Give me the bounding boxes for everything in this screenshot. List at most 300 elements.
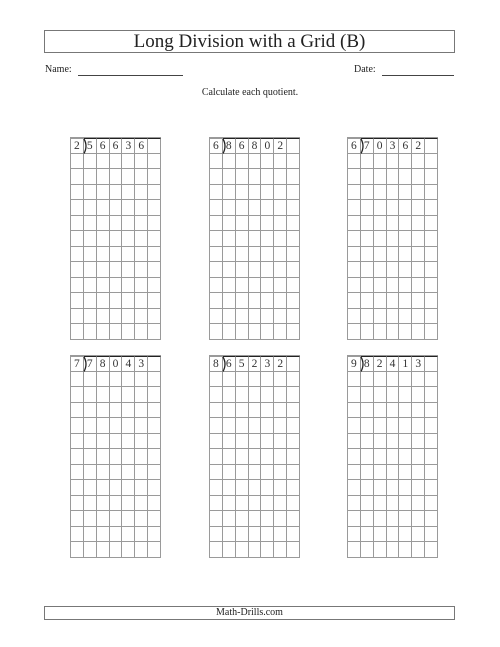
answer-cell[interactable] [236,527,249,543]
answer-cell[interactable] [399,169,412,185]
answer-cell[interactable] [110,216,123,232]
answer-cell[interactable] [236,449,249,465]
answer-cell[interactable] [287,542,300,558]
answer-cell[interactable] [122,542,135,558]
answer-cell[interactable] [97,185,110,201]
answer-cell[interactable] [122,387,135,403]
answer-cell[interactable] [361,262,374,278]
answer-cell[interactable] [71,200,84,216]
answer-cell[interactable] [387,231,400,247]
answer-cell[interactable] [374,169,387,185]
answer-cell[interactable] [361,200,374,216]
answer-cell[interactable] [236,387,249,403]
answer-cell[interactable] [425,247,438,263]
answer-cell[interactable] [287,309,300,325]
answer-cell[interactable] [287,496,300,512]
answer-cell[interactable] [374,324,387,340]
answer-cell[interactable] [387,496,400,512]
answer-cell[interactable] [274,262,287,278]
answer-cell[interactable] [223,542,236,558]
date-blank-line[interactable] [382,64,454,76]
answer-cell[interactable] [223,200,236,216]
answer-cell[interactable] [223,324,236,340]
answer-cell[interactable] [110,387,123,403]
answer-cell[interactable] [274,278,287,294]
answer-cell[interactable] [399,185,412,201]
answer-cell[interactable] [274,169,287,185]
answer-cell[interactable] [110,324,123,340]
answer-cell[interactable] [387,154,400,170]
answer-cell[interactable] [374,434,387,450]
answer-cell[interactable] [412,231,425,247]
answer-cell[interactable] [148,185,161,201]
answer-cell[interactable] [210,449,223,465]
answer-cell[interactable] [110,278,123,294]
answer-cell[interactable] [97,449,110,465]
answer-cell[interactable] [374,418,387,434]
answer-cell[interactable] [223,418,236,434]
answer-cell[interactable] [148,216,161,232]
answer-cell[interactable] [287,185,300,201]
answer-cell[interactable] [84,403,97,419]
answer-cell[interactable] [425,324,438,340]
answer-cell[interactable] [287,372,300,388]
answer-cell[interactable] [348,434,361,450]
answer-cell[interactable] [374,542,387,558]
answer-cell[interactable] [148,465,161,481]
answer-cell[interactable] [110,247,123,263]
answer-cell[interactable] [412,511,425,527]
answer-cell[interactable] [84,542,97,558]
answer-cell[interactable] [135,403,148,419]
answer-cell[interactable] [122,293,135,309]
answer-cell[interactable] [84,434,97,450]
answer-cell[interactable] [348,403,361,419]
answer-cell[interactable] [412,169,425,185]
answer-cell[interactable] [223,372,236,388]
answer-cell[interactable] [122,262,135,278]
answer-cell[interactable] [84,387,97,403]
answer-cell[interactable] [249,324,262,340]
answer-cell[interactable] [374,403,387,419]
answer-cell[interactable] [135,185,148,201]
answer-cell[interactable] [71,154,84,170]
answer-cell[interactable] [249,309,262,325]
answer-cell[interactable] [348,262,361,278]
answer-cell[interactable] [71,293,84,309]
answer-cell[interactable] [361,293,374,309]
answer-cell[interactable] [412,403,425,419]
answer-cell[interactable] [210,403,223,419]
answer-cell[interactable] [71,309,84,325]
answer-cell[interactable] [287,434,300,450]
answer-cell[interactable] [249,480,262,496]
answer-cell[interactable] [223,465,236,481]
answer-cell[interactable] [71,403,84,419]
answer-cell[interactable] [148,403,161,419]
answer-cell[interactable] [361,278,374,294]
answer-cell[interactable] [348,480,361,496]
answer-cell[interactable] [374,527,387,543]
answer-cell[interactable] [71,480,84,496]
answer-cell[interactable] [135,465,148,481]
answer-cell[interactable] [287,465,300,481]
answer-cell[interactable] [374,387,387,403]
answer-cell[interactable] [110,231,123,247]
answer-cell[interactable] [425,309,438,325]
answer-cell[interactable] [287,247,300,263]
answer-cell[interactable] [97,324,110,340]
answer-cell[interactable] [236,542,249,558]
answer-cell[interactable] [97,434,110,450]
answer-cell[interactable] [425,293,438,309]
answer-cell[interactable] [97,372,110,388]
answer-cell[interactable] [348,496,361,512]
answer-cell[interactable] [249,231,262,247]
answer-cell[interactable] [387,465,400,481]
answer-cell[interactable] [210,324,223,340]
answer-cell[interactable] [287,418,300,434]
answer-cell[interactable] [412,496,425,512]
answer-cell[interactable] [210,247,223,263]
answer-cell[interactable] [387,293,400,309]
answer-cell[interactable] [97,465,110,481]
answer-cell[interactable] [274,216,287,232]
answer-cell[interactable] [122,418,135,434]
answer-cell[interactable] [210,511,223,527]
answer-cell[interactable] [261,465,274,481]
answer-cell[interactable] [122,324,135,340]
answer-cell[interactable] [84,247,97,263]
answer-cell[interactable] [261,169,274,185]
answer-cell[interactable] [387,403,400,419]
answer-cell[interactable] [387,216,400,232]
answer-cell[interactable] [223,309,236,325]
answer-cell[interactable] [412,418,425,434]
answer-cell[interactable] [425,154,438,170]
answer-cell[interactable] [71,185,84,201]
answer-cell[interactable] [361,403,374,419]
answer-cell[interactable] [110,527,123,543]
answer-cell[interactable] [261,324,274,340]
answer-cell[interactable] [110,434,123,450]
answer-cell[interactable] [361,324,374,340]
answer-cell[interactable] [412,465,425,481]
answer-cell[interactable] [261,511,274,527]
answer-cell[interactable] [249,418,262,434]
answer-cell[interactable] [236,496,249,512]
answer-cell[interactable] [274,154,287,170]
answer-cell[interactable] [387,387,400,403]
answer-cell[interactable] [249,247,262,263]
answer-cell[interactable] [110,262,123,278]
answer-cell[interactable] [97,480,110,496]
answer-cell[interactable] [387,418,400,434]
answer-cell[interactable] [249,216,262,232]
answer-cell[interactable] [135,418,148,434]
answer-cell[interactable] [412,216,425,232]
answer-cell[interactable] [412,387,425,403]
answer-cell[interactable] [71,278,84,294]
answer-cell[interactable] [374,185,387,201]
answer-cell[interactable] [412,247,425,263]
answer-cell[interactable] [84,216,97,232]
answer-cell[interactable] [223,496,236,512]
answer-cell[interactable] [274,449,287,465]
answer-cell[interactable] [210,418,223,434]
answer-cell[interactable] [274,465,287,481]
answer-cell[interactable] [361,185,374,201]
answer-cell[interactable] [236,434,249,450]
answer-cell[interactable] [287,293,300,309]
answer-cell[interactable] [223,185,236,201]
answer-cell[interactable] [361,480,374,496]
answer-cell[interactable] [249,434,262,450]
answer-cell[interactable] [399,387,412,403]
answer-cell[interactable] [287,216,300,232]
answer-cell[interactable] [412,309,425,325]
answer-cell[interactable] [84,262,97,278]
answer-cell[interactable] [210,216,223,232]
answer-cell[interactable] [135,200,148,216]
answer-cell[interactable] [387,185,400,201]
answer-cell[interactable] [223,169,236,185]
answer-cell[interactable] [387,247,400,263]
answer-cell[interactable] [210,309,223,325]
answer-cell[interactable] [348,247,361,263]
answer-cell[interactable] [84,293,97,309]
answer-cell[interactable] [361,169,374,185]
answer-cell[interactable] [210,185,223,201]
answer-cell[interactable] [97,309,110,325]
answer-cell[interactable] [399,449,412,465]
answer-cell[interactable] [374,200,387,216]
answer-cell[interactable] [249,278,262,294]
answer-cell[interactable] [122,216,135,232]
answer-cell[interactable] [135,449,148,465]
answer-cell[interactable] [236,247,249,263]
answer-cell[interactable] [399,480,412,496]
answer-cell[interactable] [348,154,361,170]
answer-cell[interactable] [97,200,110,216]
answer-cell[interactable] [84,200,97,216]
answer-cell[interactable] [249,262,262,278]
answer-cell[interactable] [210,387,223,403]
answer-cell[interactable] [148,511,161,527]
answer-cell[interactable] [387,200,400,216]
answer-cell[interactable] [148,496,161,512]
answer-cell[interactable] [425,527,438,543]
answer-cell[interactable] [361,434,374,450]
answer-cell[interactable] [287,403,300,419]
answer-cell[interactable] [399,216,412,232]
answer-cell[interactable] [361,511,374,527]
answer-cell[interactable] [236,185,249,201]
answer-cell[interactable] [399,231,412,247]
answer-cell[interactable] [97,527,110,543]
answer-cell[interactable] [261,434,274,450]
answer-cell[interactable] [287,278,300,294]
answer-cell[interactable] [148,480,161,496]
answer-cell[interactable] [148,418,161,434]
answer-cell[interactable] [236,309,249,325]
answer-cell[interactable] [399,542,412,558]
answer-cell[interactable] [223,527,236,543]
answer-cell[interactable] [274,418,287,434]
answer-cell[interactable] [374,465,387,481]
answer-cell[interactable] [236,324,249,340]
answer-cell[interactable] [236,293,249,309]
answer-cell[interactable] [84,231,97,247]
answer-cell[interactable] [210,465,223,481]
answer-cell[interactable] [148,372,161,388]
answer-cell[interactable] [122,496,135,512]
answer-cell[interactable] [261,542,274,558]
answer-cell[interactable] [110,169,123,185]
answer-cell[interactable] [122,527,135,543]
answer-cell[interactable] [261,200,274,216]
answer-cell[interactable] [249,169,262,185]
answer-cell[interactable] [374,154,387,170]
answer-cell[interactable] [71,216,84,232]
answer-cell[interactable] [425,216,438,232]
answer-cell[interactable] [148,542,161,558]
answer-cell[interactable] [122,372,135,388]
answer-cell[interactable] [97,154,110,170]
answer-cell[interactable] [425,403,438,419]
answer-cell[interactable] [387,511,400,527]
answer-cell[interactable] [210,372,223,388]
answer-cell[interactable] [287,231,300,247]
answer-cell[interactable] [348,324,361,340]
answer-cell[interactable] [348,372,361,388]
answer-cell[interactable] [84,418,97,434]
answer-cell[interactable] [210,231,223,247]
answer-cell[interactable] [287,169,300,185]
answer-cell[interactable] [425,511,438,527]
answer-cell[interactable] [361,542,374,558]
answer-cell[interactable] [274,387,287,403]
answer-cell[interactable] [122,480,135,496]
answer-cell[interactable] [135,154,148,170]
answer-cell[interactable] [374,480,387,496]
answer-cell[interactable] [71,372,84,388]
answer-cell[interactable] [425,262,438,278]
answer-cell[interactable] [135,262,148,278]
answer-cell[interactable] [361,465,374,481]
answer-cell[interactable] [223,403,236,419]
answer-cell[interactable] [425,387,438,403]
answer-cell[interactable] [361,247,374,263]
answer-cell[interactable] [425,231,438,247]
answer-cell[interactable] [412,200,425,216]
answer-cell[interactable] [348,200,361,216]
answer-cell[interactable] [210,542,223,558]
answer-cell[interactable] [223,293,236,309]
answer-cell[interactable] [261,247,274,263]
answer-cell[interactable] [261,418,274,434]
answer-cell[interactable] [387,527,400,543]
answer-cell[interactable] [348,511,361,527]
answer-cell[interactable] [71,169,84,185]
answer-cell[interactable] [210,262,223,278]
answer-cell[interactable] [274,185,287,201]
answer-cell[interactable] [287,262,300,278]
answer-cell[interactable] [261,403,274,419]
answer-cell[interactable] [425,185,438,201]
answer-cell[interactable] [71,527,84,543]
answer-cell[interactable] [122,231,135,247]
answer-cell[interactable] [110,511,123,527]
answer-cell[interactable] [361,154,374,170]
answer-cell[interactable] [399,511,412,527]
answer-cell[interactable] [135,293,148,309]
answer-cell[interactable] [348,185,361,201]
answer-cell[interactable] [287,324,300,340]
answer-cell[interactable] [412,154,425,170]
answer-cell[interactable] [348,216,361,232]
answer-cell[interactable] [210,496,223,512]
answer-cell[interactable] [135,387,148,403]
answer-cell[interactable] [261,216,274,232]
answer-cell[interactable] [412,278,425,294]
answer-cell[interactable] [425,200,438,216]
answer-cell[interactable] [387,372,400,388]
answer-cell[interactable] [210,527,223,543]
answer-cell[interactable] [71,247,84,263]
answer-cell[interactable] [223,231,236,247]
answer-cell[interactable] [374,496,387,512]
answer-cell[interactable] [210,169,223,185]
answer-cell[interactable] [387,309,400,325]
answer-cell[interactable] [97,231,110,247]
answer-cell[interactable] [274,309,287,325]
answer-cell[interactable] [110,185,123,201]
answer-cell[interactable] [361,527,374,543]
answer-cell[interactable] [261,278,274,294]
answer-cell[interactable] [71,465,84,481]
answer-cell[interactable] [374,216,387,232]
answer-cell[interactable] [236,200,249,216]
answer-cell[interactable] [71,542,84,558]
answer-cell[interactable] [425,434,438,450]
answer-cell[interactable] [361,216,374,232]
answer-cell[interactable] [425,542,438,558]
answer-cell[interactable] [71,262,84,278]
answer-cell[interactable] [97,262,110,278]
answer-cell[interactable] [387,434,400,450]
answer-cell[interactable] [399,465,412,481]
answer-cell[interactable] [249,387,262,403]
answer-cell[interactable] [236,465,249,481]
answer-cell[interactable] [148,527,161,543]
answer-cell[interactable] [249,496,262,512]
answer-cell[interactable] [148,278,161,294]
answer-cell[interactable] [135,434,148,450]
answer-cell[interactable] [84,278,97,294]
answer-cell[interactable] [348,231,361,247]
answer-cell[interactable] [425,418,438,434]
answer-cell[interactable] [249,403,262,419]
answer-cell[interactable] [97,278,110,294]
answer-cell[interactable] [399,324,412,340]
answer-cell[interactable] [361,372,374,388]
answer-cell[interactable] [97,418,110,434]
answer-cell[interactable] [374,278,387,294]
answer-cell[interactable] [122,200,135,216]
answer-cell[interactable] [223,154,236,170]
answer-cell[interactable] [261,309,274,325]
